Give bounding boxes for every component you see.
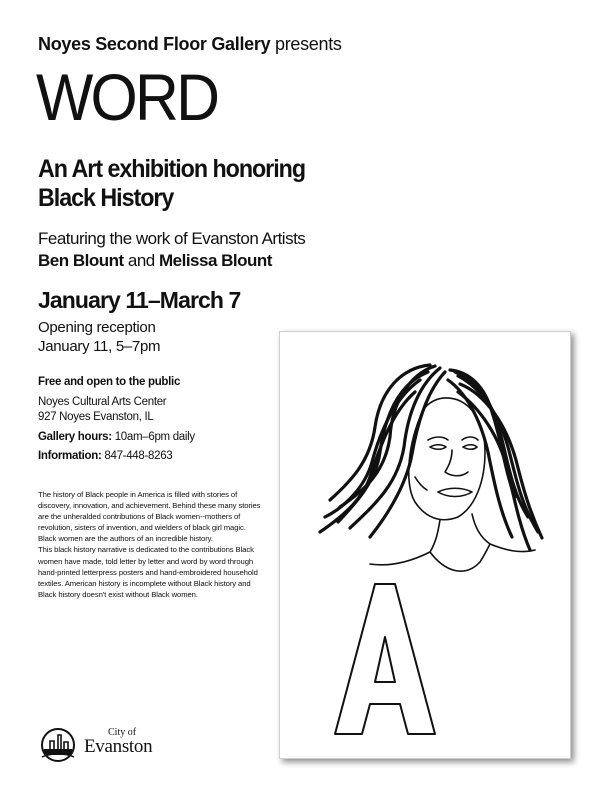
presenter-line <box>38 34 342 55</box>
artist-melissa: Melissa Blount <box>159 251 272 270</box>
hours-value: 10am–6pm daily <box>114 430 195 443</box>
exhibition-description <box>38 489 263 600</box>
phone-value: 847-448-8263 <box>104 450 173 462</box>
venue-name: Noyes Cultural Arts Center <box>38 395 167 408</box>
opening-reception <box>38 318 160 356</box>
and-text: and <box>127 251 155 270</box>
letter-a-icon <box>335 584 435 734</box>
logo-city-of: City of <box>108 727 137 738</box>
presents-text: presents <box>274 34 342 54</box>
artist-ben: Ben Blount <box>38 251 124 270</box>
gallery-name: Noyes Second Floor Gallery <box>38 34 271 54</box>
free-admission: Free and open to the public <box>38 376 181 388</box>
logo-evanston: Evanston <box>84 736 153 757</box>
featuring-line: Featuring the work of Evanston Artists <box>38 229 306 248</box>
venue-address: 927 Noyes Evanston, IL <box>38 411 154 423</box>
artwork-illustration <box>279 331 571 759</box>
gallery-hours <box>38 430 195 446</box>
exhibition-subtitle <box>38 155 305 213</box>
visitor-info <box>38 375 195 465</box>
artists-line <box>38 250 305 272</box>
hours-label: Gallery hours: <box>38 430 112 443</box>
city-of-evanston-logo <box>36 727 176 763</box>
reception-label: Opening reception <box>38 319 156 336</box>
reception-when: January 11, 5–7pm <box>38 338 161 355</box>
hair-icon <box>320 365 542 550</box>
exhibition-title: WORD <box>36 60 218 134</box>
evanston-seal-icon <box>36 727 82 763</box>
featuring-block <box>38 228 305 272</box>
exhibition-dates: January 11–March 7 <box>38 287 241 313</box>
description-paragraph-2: This black history narrative is dedicated to the contributions Black women have made, told letter by letter and word by word through hand-printed letterpress posters and hand-embroidered household textiles. American history is incomplete without Black history and Black history doesn't exist without Black women. <box>38 545 258 599</box>
description-paragraph-1: The history of Black people in America is filled with stories of discovery, innovation, and achievement. Behind these many stories are the unheralded contributions of Black women--mothers of revolution, sisters of invention, and wielders of black girl magic. Black women are the authors of an incredible history. <box>38 490 261 544</box>
subtitle-line-2: Black History <box>38 184 174 212</box>
phone-label: Information: <box>38 450 102 462</box>
subtitle-line-1: An Art exhibition honoring <box>38 155 306 183</box>
portrait-drawing <box>280 332 570 758</box>
information-phone <box>38 449 195 465</box>
